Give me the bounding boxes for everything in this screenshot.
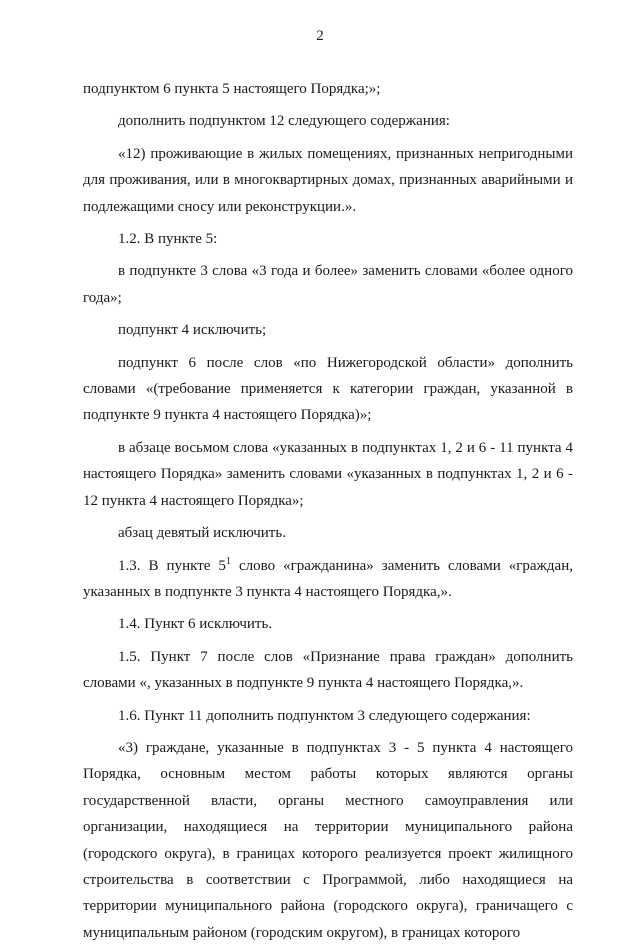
paragraph-1: дополнить подпунктом 12 следующего содержания: — [118, 113, 450, 130]
paragraph-9 — [83, 553, 573, 606]
paragraph-7: в абзаце восьмом слова «указанных в подпунктах 1, 2 и 6 - 11 пункта 4 настоящего Порядка» заменить словами «указанных в подпунктах 1, 2 и 6 - 12 пункта 4 настоящего Порядка»; — [83, 439, 573, 509]
page-number: 2 — [316, 28, 324, 44]
paragraph-11: 1.5. Пункт 7 после слов «Признание права граждан» дополнить словами «, указанных в подпункте 9 пункта 4 настоящего Порядка,». — [83, 648, 573, 692]
paragraph-8: абзац девятый исключить. — [118, 525, 286, 542]
paragraph-3: 1.2. В пункте 5: — [118, 231, 218, 248]
paragraph-5: подпункт 4 исключить; — [118, 322, 267, 339]
paragraph-0: подпунктом 6 пункта 5 настоящего Порядка;»; — [83, 81, 381, 97]
paragraph-13: «3) граждане, указанные в подпунктах 3 - 5 пункта 4 настоящего Порядка, основным местом работы которых являются органы государственной власти, органы местного самоуправления или организации, находящиеся на территории муниципального района (городского округа), в границах которого реализуется проект жилищного строительства в соответствии с Программой, либо находящиеся на территории муниципального района (городского округа), граничащего с муниципальным районом (городским округом), в границах которого — [83, 739, 573, 941]
paragraph-12: 1.6. Пункт 11 дополнить подпунктом 3 следующего содержания: — [118, 707, 531, 724]
paragraph-10: 1.4. Пункт 6 исключить. — [118, 616, 273, 633]
paragraph-9-end: слово «гражданина» заменить словами «граждан, указанных в подпункте 3 пункта 4 настоящего Порядка,». — [83, 557, 573, 600]
paragraph-6: подпункт 6 после слов «по Нижегородской области» дополнить словами «(требование применяется к категории граждан, указанной в подпункте 9 пункта 4 настоящего Порядка)»; — [83, 354, 573, 424]
paragraph-2: «12) проживающие в жилых помещениях, признанных непригодными для проживания, или в многоквартирных домах, признанных аварийными и подлежащими сносу или реконструкции.». — [83, 145, 573, 215]
paragraph-4: в подпункте 3 слова «3 года и более» заменить словами «более одного года»; — [83, 263, 573, 306]
document-body — [83, 76, 573, 946]
paragraph-9-start: 1.3. В пункте 5 — [118, 557, 226, 574]
superscript-marker: 1 — [225, 555, 231, 567]
